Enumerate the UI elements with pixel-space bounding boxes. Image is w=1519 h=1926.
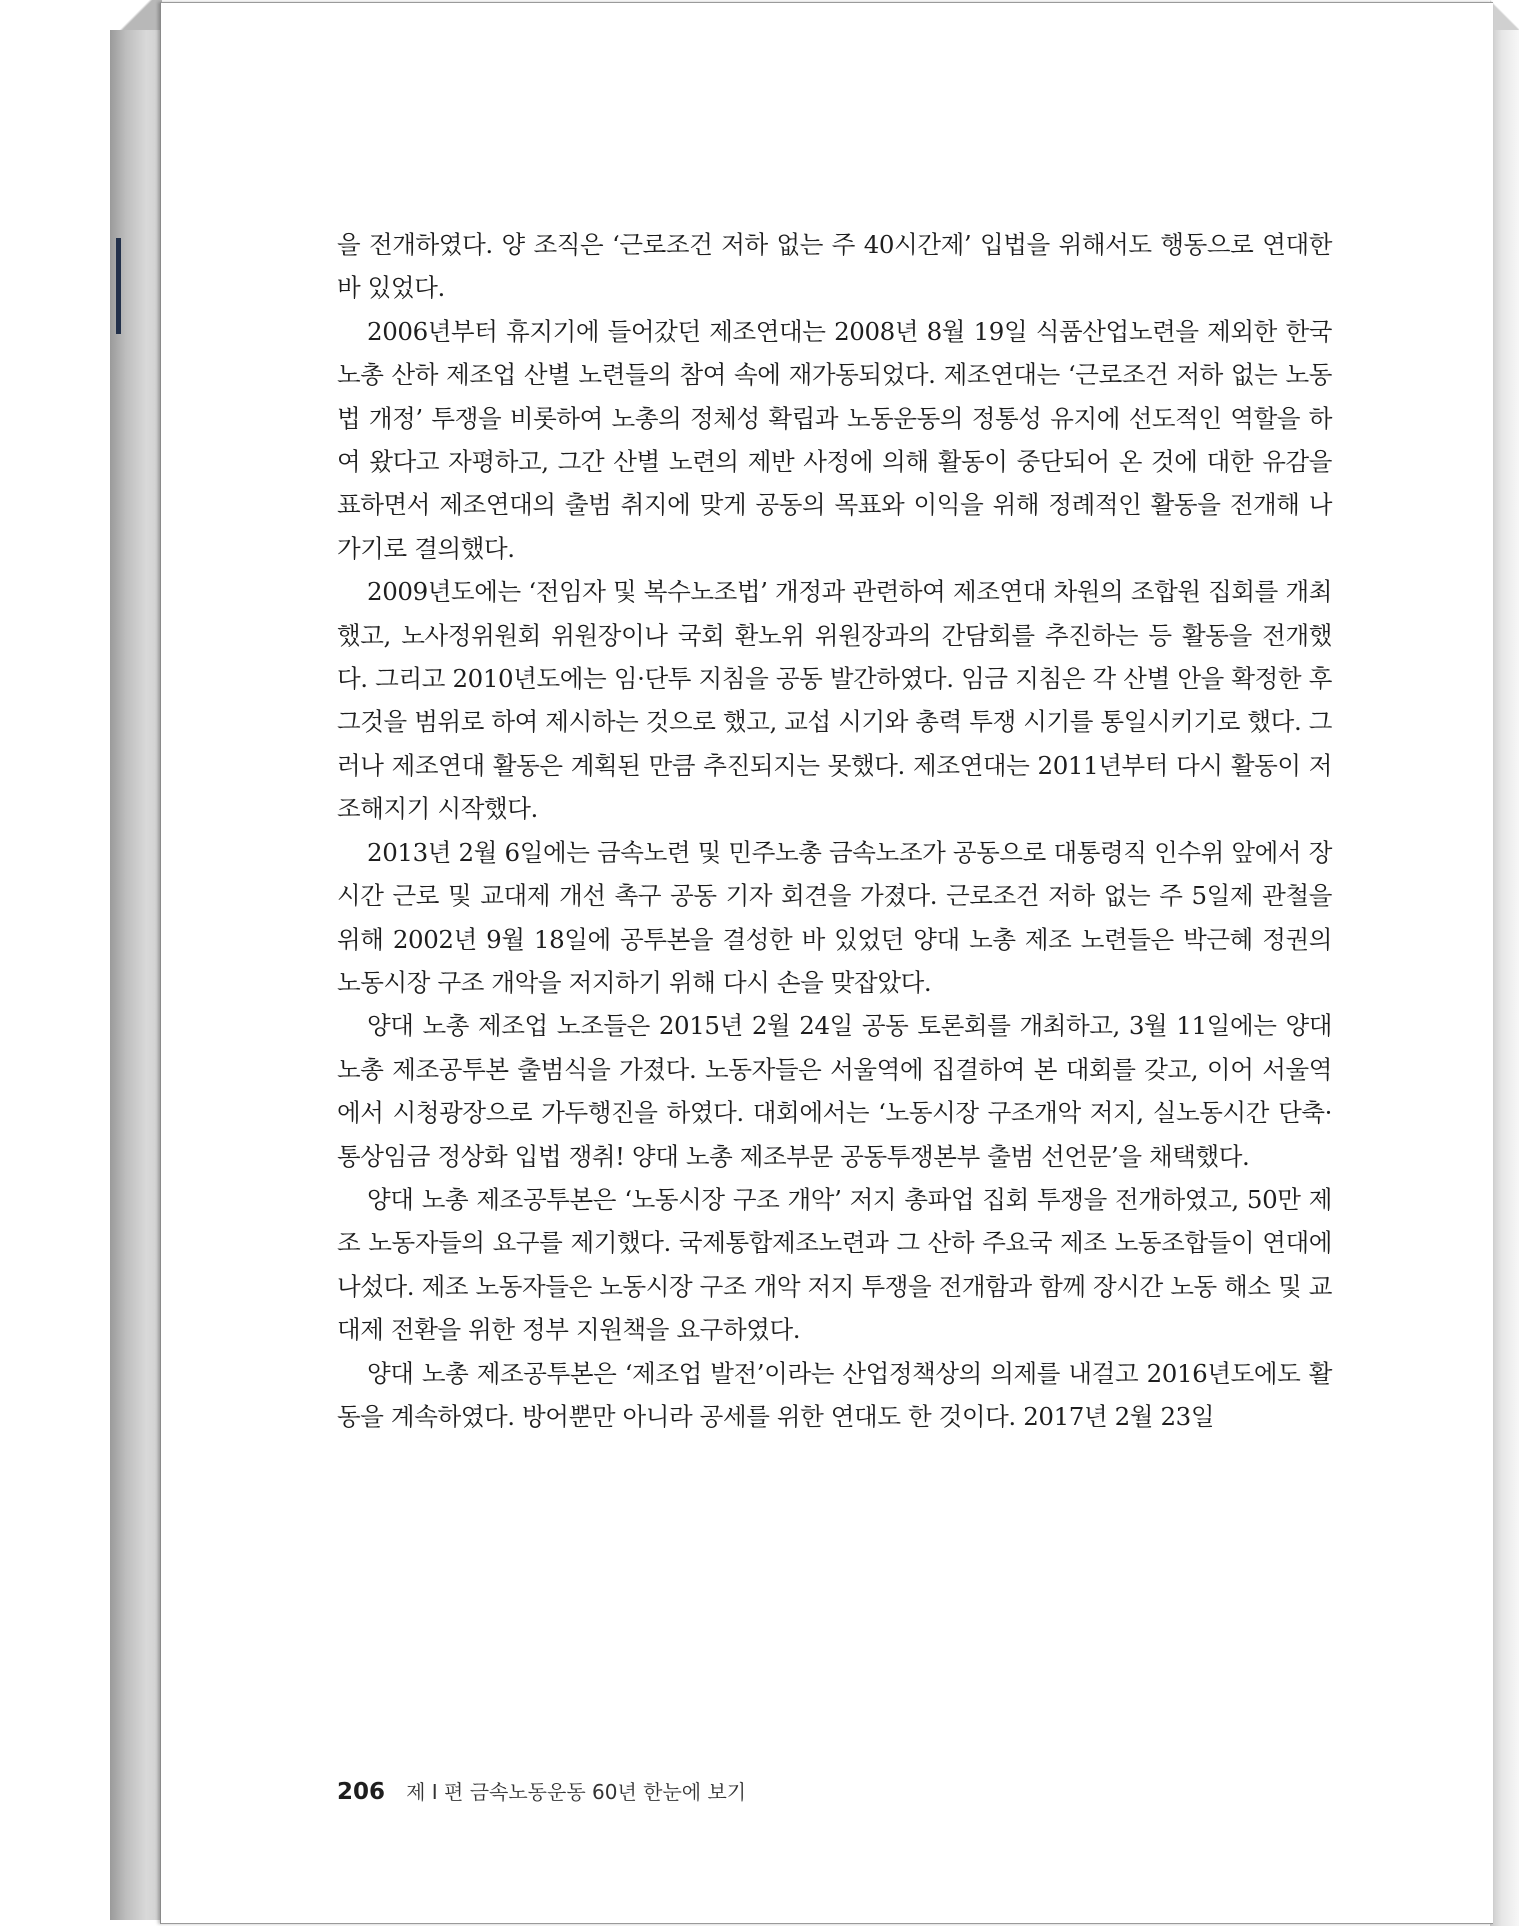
page-footer [337, 1776, 746, 1805]
spine-bookmark-mark [116, 238, 121, 334]
paragraph-5: 양대 노총 제조업 노조들은 2015년 2월 24일 공동 토론회를 개최하고, 3월 11일에는 양대 노총 제조공투본 출범식을 가졌다. 노동자들은 서울역에 집결하여 본 대회를 갖고, 이어 서울역에서 시청광장으로 가두행진을 하였다. 대회에서는 ‘노동시장 구조개악 저지, 실노동시간 단축·통상임금 정상화 입법 쟁취! 양대 노총 제조부문 공동투쟁본부 출범 선언문’을 채택했다. [337, 1011, 1332, 1171]
paragraph-2: 2006년부터 휴지기에 들어갔던 제조연대는 2008년 8월 19일 식품산업노련을 제외한 한국노총 산하 제조업 산별 노련들의 참여 속에 재가동되었다. 제조연대는 ‘근로조건 저하 없는 노동법 개정’ 투쟁을 비롯하여 노총의 정체성 확립과 노동운동의 정통성 유지에 선도적인 역할을 하여 왔다고 자평하고, 그간 산별 노련의 제반 사정에 의해 활동이 중단되어 온 것에 대한 유감을 표하면서 제조연대의 출범 취지에 맞게 공동의 목표와 이익을 위해 정례적인 활동을 전개해 나가기로 결의했다. [337, 316, 1332, 563]
paragraph-7: 양대 노총 제조공투본은 ‘제조업 발전’이라는 산업정책상의 의제를 내걸고 2016년도에도 활동을 계속하였다. 방어뿐만 아니라 공세를 위한 연대도 한 것이다. 2017년 2월 23일 [337, 1358, 1332, 1431]
page-right-edge-shadow [1490, 0, 1519, 1926]
paragraph-3: 2009년도에는 ‘전임자 및 복수노조법’ 개정과 관련하여 제조연대 차원의 조합원 집회를 개최했고, 노사정위원회 위원장이나 국회 환노위 위원장과의 간담회를 추진하는 등 활동을 전개했다. 그리고 2010년도에는 임·단투 지침을 공동 발간하였다. 임금 지침은 각 산별 안을 확정한 후 그것을 범위로 하여 제시하는 것으로 했고, 교섭 시기와 총력 투쟁 시기를 통일시키기로 했다. 그러나 제조연대 활동은 계획된 만큼 추진되지는 못했다. 제조연대는 2011년부터 다시 활동이 저조해지기 시작했다. [337, 577, 1332, 824]
paragraph-6: 양대 노총 제조공투본은 ‘노동시장 구조 개악’ 저지 총파업 집회 투쟁을 전개하였고, 50만 제조 노동자들의 요구를 제기했다. 국제통합제조노련과 그 산하 주요국 제조 노동조합들이 연대에 나섰다. 제조 노동자들은 노동시장 구조 개악 저지 투쟁을 전개함과 함께 장시간 노동 해소 및 교대제 전환을 위한 정부 지원책을 요구하였다. [337, 1184, 1332, 1345]
page-number: 206 [337, 1779, 386, 1805]
paragraph-4: 2013년 2월 6일에는 금속노련 및 민주노총 금속노조가 공동으로 대통령직 인수위 앞에서 장시간 근로 및 교대제 개선 촉구 공동 기자 회견을 가졌다. 근로조건 저하 없는 주 5일제 관철을 위해 2002년 9월 18일에 공투본을 결성한 바 있었던 양대 노총 제조 노련들은 박근혜 정권의 노동시장 구조 개악을 저지하기 위해 다시 손을 맞잡았다. [337, 837, 1332, 997]
running-head: 제 I 편 금속노동운동 60년 한눈에 보기 [406, 1780, 747, 1804]
book-corner-top [110, 0, 162, 30]
body-text [337, 223, 1332, 1438]
paragraph-1: 을 전개하였다. 양 조직은 ‘근로조건 저하 없는 주 40시간제’ 입법을 위해서도 행동으로 연대한 바 있었다. [337, 230, 1332, 303]
page-right-corner [1490, 0, 1519, 30]
